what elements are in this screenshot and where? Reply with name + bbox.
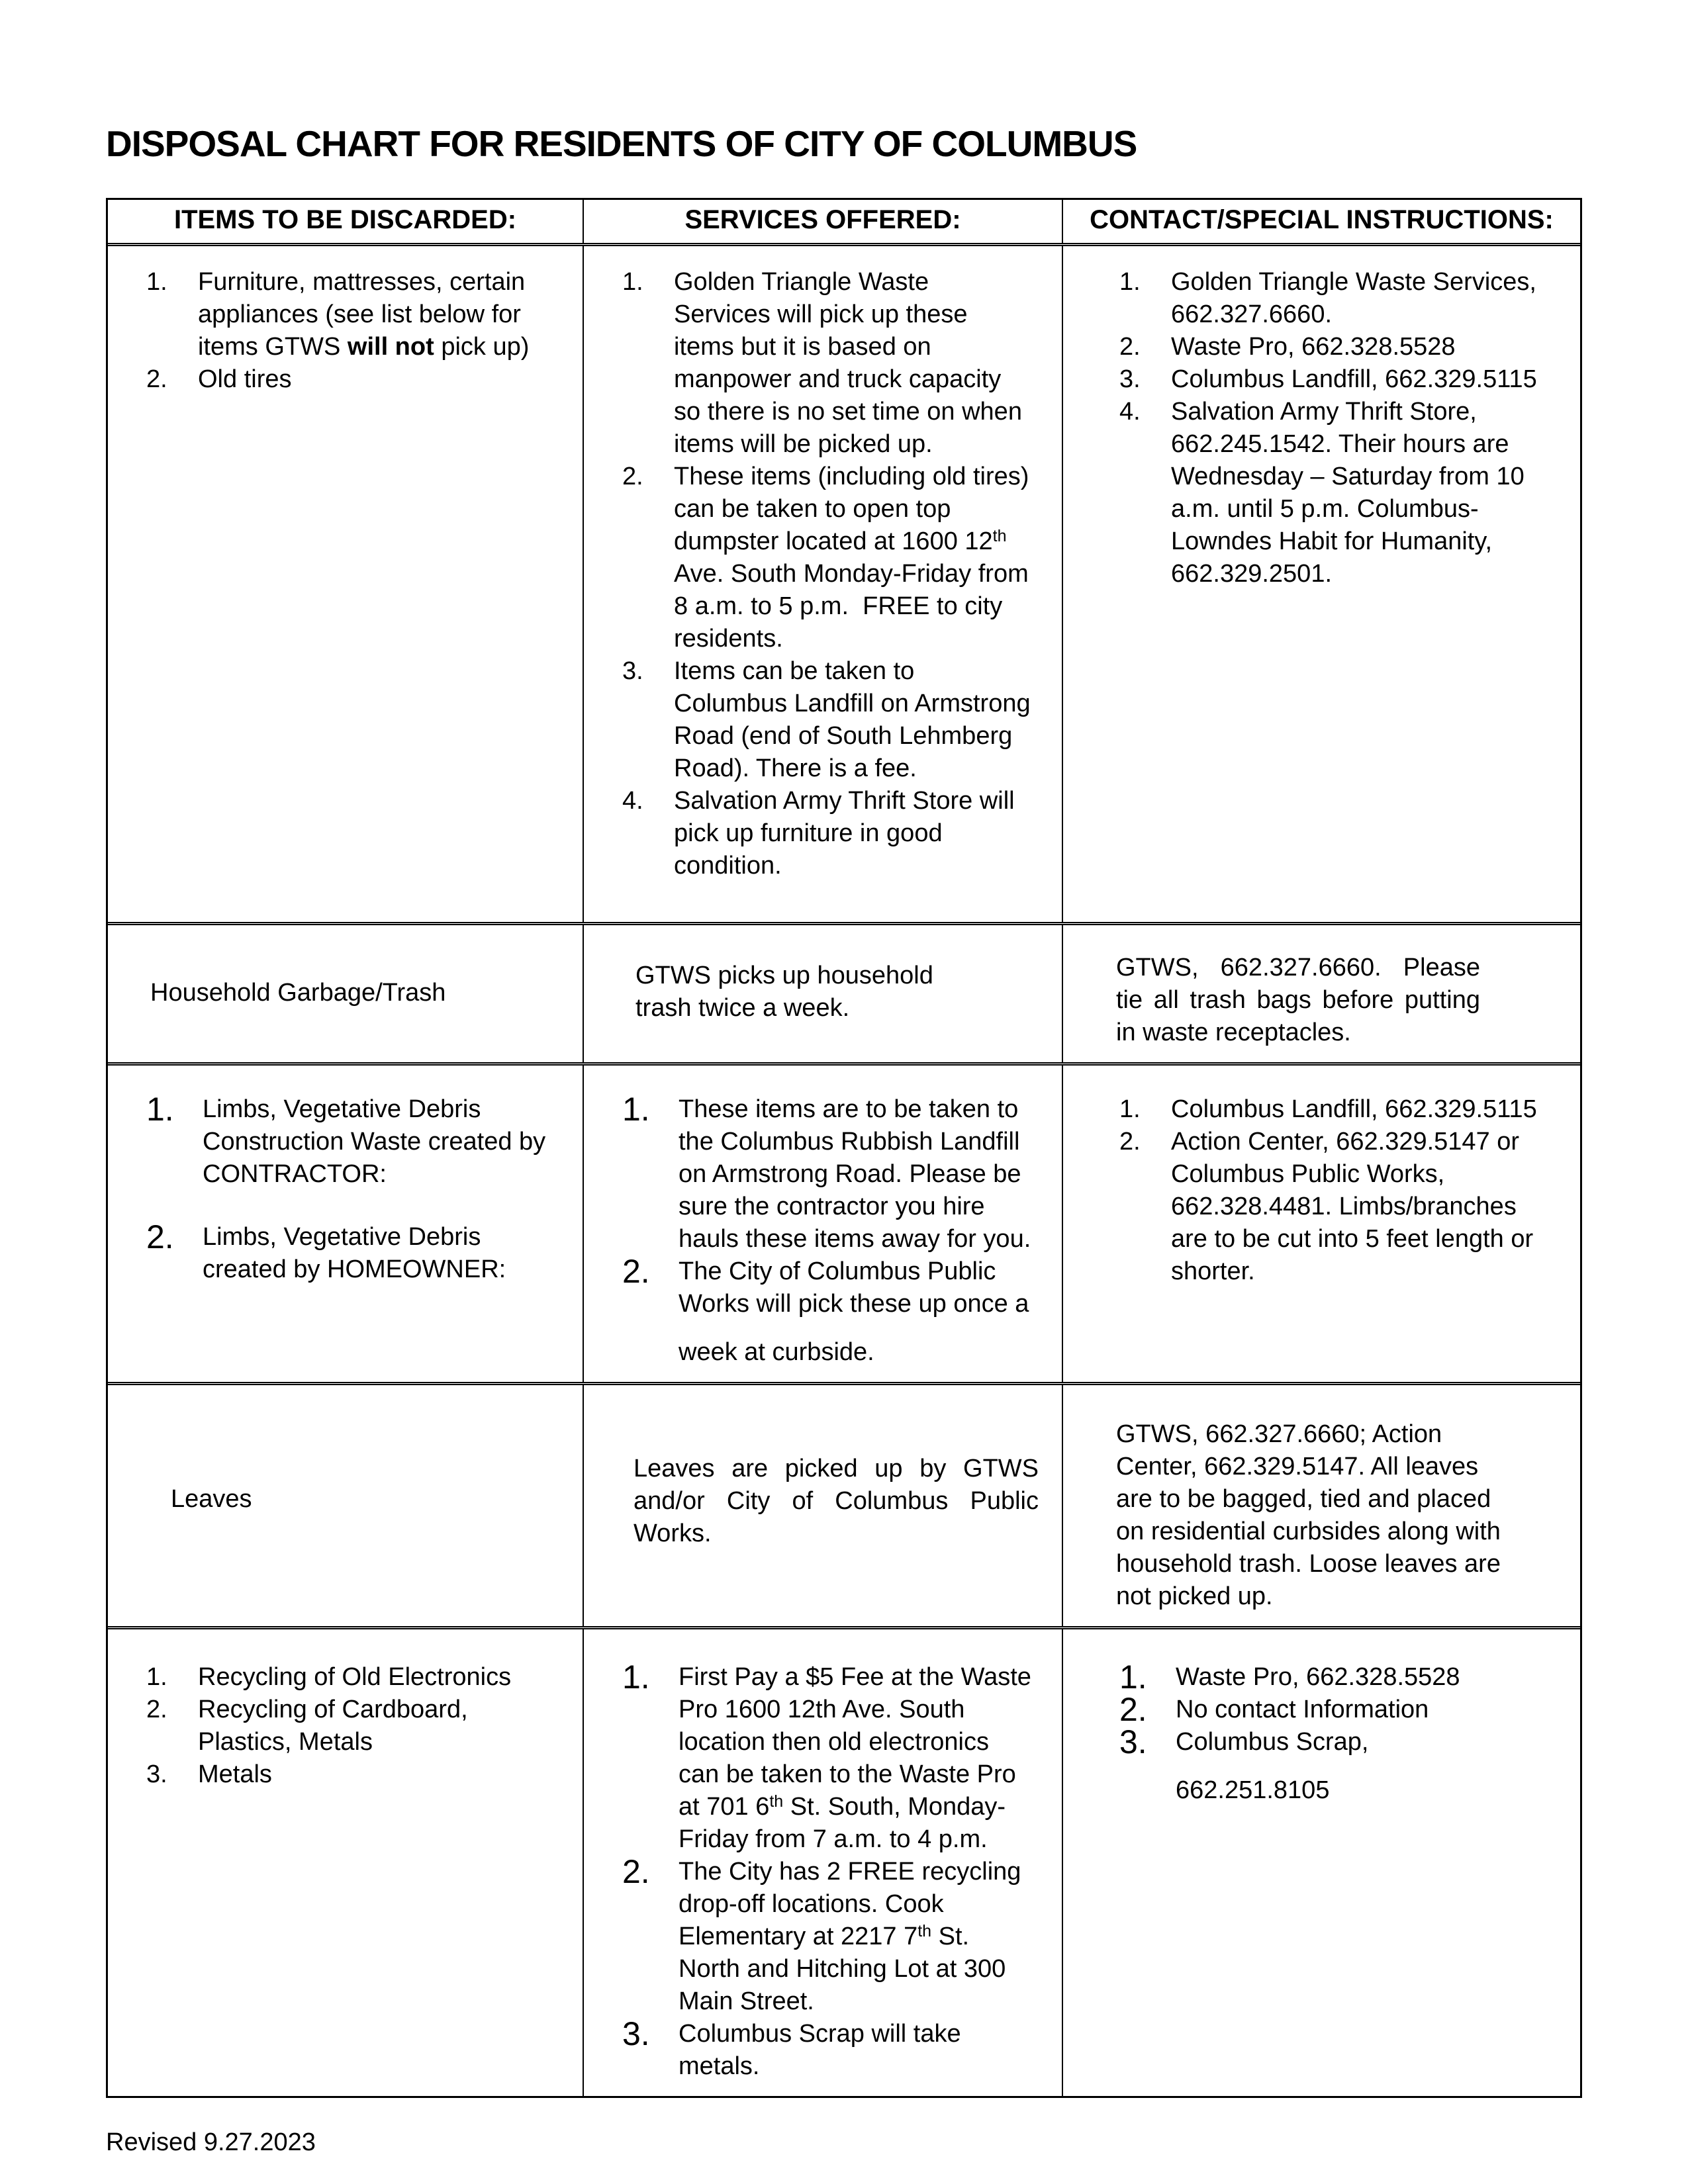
text-run: Furniture, mattresses, certain appliances (see list below for items GTWS xyxy=(198,268,526,361)
list-item-text xyxy=(674,785,1049,882)
column-header: CONTACT/SPECIAL INSTRUCTIONS: xyxy=(1062,200,1580,243)
list-marker: 1. xyxy=(622,1091,650,1128)
list-item-text xyxy=(1171,1093,1567,1126)
list-item xyxy=(146,266,569,363)
list-item-text xyxy=(203,1093,569,1191)
list-marker: 4. xyxy=(622,787,643,815)
list-marker: 3. xyxy=(622,657,643,685)
list-item xyxy=(146,1661,569,1694)
cell-content xyxy=(108,1066,583,1299)
superscript: th xyxy=(917,1921,932,1940)
list-marker: 2. xyxy=(146,365,167,393)
text-run: Recycling of Cardboard, Plastics, Metals xyxy=(198,1696,468,1756)
list-item xyxy=(146,1758,569,1791)
list-marker: 1. xyxy=(146,1663,167,1691)
list-item xyxy=(622,1853,1049,2018)
list-item xyxy=(1119,331,1567,363)
text-run: Limbs, Vegetative Debris created by HOMEOWNER: xyxy=(203,1223,506,1283)
text-run: Action Center, 662.329.5147 or Columbus Public Works, 662.328.4481. Limbs/branches are to be cut into 5 feet length or shorter. xyxy=(1171,1128,1534,1285)
table-cell xyxy=(583,1385,1062,1626)
list-marker: 3. xyxy=(1119,365,1141,393)
cell-content xyxy=(584,246,1062,895)
list-item-text xyxy=(198,266,569,363)
text-run: Columbus Landfill, 662.329.5115 xyxy=(1171,1095,1537,1123)
cell-content xyxy=(584,1066,1062,1382)
list-item-text xyxy=(1171,266,1567,331)
list-item-text xyxy=(679,2018,1049,2083)
list-item-text xyxy=(679,1661,1049,1856)
text-run: GTWS, 662.327.6660; Action Center, 662.329.5147. All leaves are to be bagged, tied and placed on residential curbsides along with household trash. Loose leaves are not picked up. xyxy=(1116,1420,1501,1610)
numbered-list xyxy=(1063,1093,1567,1288)
list-item xyxy=(1119,363,1567,396)
numbered-list xyxy=(584,266,1049,882)
list-marker: 2. xyxy=(1119,1691,1147,1728)
table-cell xyxy=(1062,246,1580,922)
list-item-text xyxy=(203,1221,569,1286)
list-marker: 1. xyxy=(146,268,167,296)
list-item xyxy=(1119,1093,1567,1126)
cell-text xyxy=(171,1483,569,1516)
table-cell xyxy=(108,246,583,922)
cell-content xyxy=(1063,1066,1580,1301)
list-item-text xyxy=(198,363,569,396)
table-cell xyxy=(108,1066,583,1382)
list-marker: 1. xyxy=(1119,268,1141,296)
list-item xyxy=(1119,1661,1567,1694)
table-row-leaves xyxy=(108,1382,1580,1626)
list-marker: 2. xyxy=(622,1853,650,1890)
text-run: Golden Triangle Waste Services will pick up these items but it is based on manpower and truck capacity so there is no set time on when items will be picked up. xyxy=(674,268,1022,458)
text-run: Columbus Scrap will take metals. xyxy=(679,2020,961,2080)
cell-content xyxy=(1063,1385,1580,1626)
list-item-text xyxy=(674,461,1049,655)
list-item-text xyxy=(1176,1726,1567,1807)
cell-content xyxy=(1063,246,1580,604)
text-run: week at curbside. xyxy=(679,1338,874,1366)
list-item xyxy=(622,655,1049,785)
text-run: The City has 2 FREE recycling drop-off locations. Cook Elementary at 2217 7 xyxy=(679,1858,1021,1950)
text-run: Leaves xyxy=(171,1485,252,1513)
list-item xyxy=(146,1093,569,1191)
list-item xyxy=(146,363,569,396)
numbered-list xyxy=(108,1093,569,1286)
list-item xyxy=(1119,266,1567,331)
cell-text xyxy=(635,960,1049,1024)
column-header: SERVICES OFFERED: xyxy=(583,200,1062,243)
list-item xyxy=(1119,396,1567,590)
list-marker: 2. xyxy=(622,1253,650,1290)
table-cell xyxy=(1062,925,1580,1062)
column-header: ITEMS TO BE DISCARDED: xyxy=(173,205,517,234)
numbered-list xyxy=(1063,1661,1567,1807)
cell-content xyxy=(108,925,583,1023)
text-run: Household Garbage/Trash xyxy=(150,979,446,1007)
list-item-text xyxy=(1171,396,1567,590)
text-run: Items can be taken to Columbus Landfill on Armstrong Road (end of South Lehmberg Road). There is a fee. xyxy=(674,657,1031,782)
table-cell xyxy=(108,925,583,1062)
numbered-list xyxy=(1063,266,1567,590)
list-item-text xyxy=(198,1661,569,1694)
list-item-text xyxy=(1176,1694,1567,1726)
cell-content xyxy=(108,1629,583,1804)
list-item-text xyxy=(1176,1661,1567,1694)
cell-content xyxy=(584,1629,1062,2096)
list-marker: 3. xyxy=(146,1760,167,1788)
cell-content xyxy=(1063,925,1580,1062)
table-cell xyxy=(1062,1629,1580,2096)
numbered-list xyxy=(584,1661,1049,2083)
list-item-text xyxy=(679,1255,1049,1369)
list-item xyxy=(622,1255,1049,1369)
table-header-row xyxy=(108,200,1580,243)
table-row-recycling xyxy=(108,1626,1580,2096)
table-cell xyxy=(583,1066,1062,1382)
disposal-table xyxy=(106,198,1582,2098)
cell-content xyxy=(584,925,1062,1038)
list-marker: 2. xyxy=(146,1696,167,1723)
numbered-list xyxy=(108,266,569,396)
cell-content xyxy=(584,1385,1062,1563)
list-item-text xyxy=(1171,1126,1567,1288)
list-item xyxy=(622,461,1049,655)
text-run: St. South, Monday-Friday from 7 a.m. to 4 p.m. xyxy=(679,1793,1006,1853)
text-run: pick up) xyxy=(434,333,530,361)
revised-date: Revised 9.27.2023 xyxy=(106,2128,316,2156)
text-run: First Pay a $5 Fee at the Waste Pro 1600 12th Ave. South location then old electronics can be taken to the Waste Pro at 701 6 xyxy=(679,1663,1031,1821)
list-marker: 2. xyxy=(622,463,643,490)
list-marker: 1. xyxy=(622,1659,650,1696)
list-marker: 2. xyxy=(1119,333,1141,361)
list-item-text xyxy=(198,1758,569,1791)
list-item xyxy=(622,1661,1049,1856)
paragraph-gap xyxy=(1176,1758,1550,1774)
list-item xyxy=(146,1218,569,1286)
list-marker: 3. xyxy=(1119,1723,1147,1760)
text-run: Leaves are picked up by GTWS and/or City of Columbus Public Works. xyxy=(633,1455,1039,1547)
list-marker: 2. xyxy=(1119,1128,1141,1156)
text-run: GTWS, 662.327.6660. Please tie all trash bags before putting in waste receptacles. xyxy=(1116,954,1480,1046)
text-run: St. North and Hitching Lot at 300 Main Street. xyxy=(679,1923,1006,2015)
list-item xyxy=(1119,1126,1567,1288)
paragraph-gap xyxy=(679,1320,1031,1336)
list-marker: 1. xyxy=(1119,1095,1141,1123)
list-item xyxy=(622,266,1049,461)
superscript: th xyxy=(992,526,1007,545)
text-run: Golden Triangle Waste Services, 662.327.6660. xyxy=(1171,268,1536,328)
table-row-bulky-items xyxy=(108,243,1580,922)
list-item xyxy=(146,1694,569,1758)
list-item xyxy=(1119,1723,1567,1807)
list-item-text xyxy=(1171,363,1567,396)
list-item-text xyxy=(679,1856,1049,2018)
list-item-text xyxy=(679,1093,1049,1255)
table-row-limbs-vegetative-debris xyxy=(108,1062,1580,1382)
table-cell xyxy=(1062,1385,1580,1626)
numbered-list xyxy=(584,1093,1049,1369)
table-cell xyxy=(583,1629,1062,2096)
list-item xyxy=(622,2015,1049,2083)
text-run: Ave. South Monday-Friday from 8 a.m. to 5 p.m. FREE to city residents. xyxy=(674,560,1029,653)
text-run: Columbus Scrap, xyxy=(1176,1728,1369,1756)
page-title: DISPOSAL CHART FOR RESIDENTS OF CITY OF COLUMBUS xyxy=(106,123,1137,164)
text-run: Columbus Landfill, 662.329.5115 xyxy=(1171,365,1537,393)
cell-content xyxy=(1063,1629,1580,1820)
list-marker: 3. xyxy=(622,2015,650,2052)
text-run: Waste Pro, 662.328.5528 xyxy=(1171,333,1456,361)
list-item-text xyxy=(1171,331,1567,363)
text-run: Salvation Army Thrift Store, 662.245.1542. Their hours are Wednesday – Saturday from 10 a.m. until 5 p.m. Columbus-Lowndes Habit for Humanity, 662.329.2501. xyxy=(1171,398,1524,588)
cell-content xyxy=(108,246,583,409)
list-marker: 1. xyxy=(146,1091,174,1128)
text-run: No contact Information xyxy=(1176,1696,1429,1723)
bold-text: will not xyxy=(347,333,434,361)
list-item xyxy=(1119,1691,1567,1728)
list-item-text xyxy=(674,655,1049,785)
cell-text xyxy=(633,1453,1039,1550)
superscript: th xyxy=(769,1792,784,1811)
table-cell xyxy=(108,1629,583,2096)
cell-text xyxy=(1116,952,1480,1049)
list-item xyxy=(622,1093,1049,1255)
text-run: Metals xyxy=(198,1760,272,1788)
list-marker: 1. xyxy=(1119,1659,1147,1696)
list-item xyxy=(622,785,1049,882)
cell-content xyxy=(108,1385,583,1529)
text-run: trash twice a week. xyxy=(635,994,850,1022)
text-run: Recycling of Old Electronics xyxy=(198,1663,512,1691)
list-item-text xyxy=(198,1694,569,1758)
text-run: GTWS picks up household xyxy=(635,962,933,989)
text-run: Salvation Army Thrift Store will pick up furniture in good condition. xyxy=(674,787,1015,880)
table-cell xyxy=(1062,1066,1580,1382)
table-cell xyxy=(583,246,1062,922)
text-run: Old tires xyxy=(198,365,292,393)
list-marker: 1. xyxy=(622,268,643,296)
cell-text xyxy=(150,977,569,1009)
text-run: 662.251.8105 xyxy=(1176,1776,1330,1804)
text-run: These items are to be taken to the Columbus Rubbish Landfill on Armstrong Road. Please be sure the contractor you hire hauls these items away for you. xyxy=(679,1095,1031,1253)
table-row-household-garbage xyxy=(108,922,1580,1062)
list-item-text xyxy=(674,266,1049,461)
cell-text xyxy=(1116,1418,1513,1613)
list-marker: 4. xyxy=(1119,398,1141,426)
table-cell xyxy=(583,925,1062,1062)
text-run: These items (including old tires) can be taken to open top dumpster located at 1600 12 xyxy=(674,463,1029,555)
numbered-list xyxy=(108,1661,569,1791)
list-marker: 2. xyxy=(146,1218,174,1255)
table-cell xyxy=(108,1385,583,1626)
text-run: Limbs, Vegetative Debris Construction Waste created by CONTRACTOR: xyxy=(203,1095,546,1188)
text-run: The City of Columbus Public Works will pick these up once a xyxy=(679,1257,1029,1318)
text-run: Waste Pro, 662.328.5528 xyxy=(1176,1663,1460,1691)
